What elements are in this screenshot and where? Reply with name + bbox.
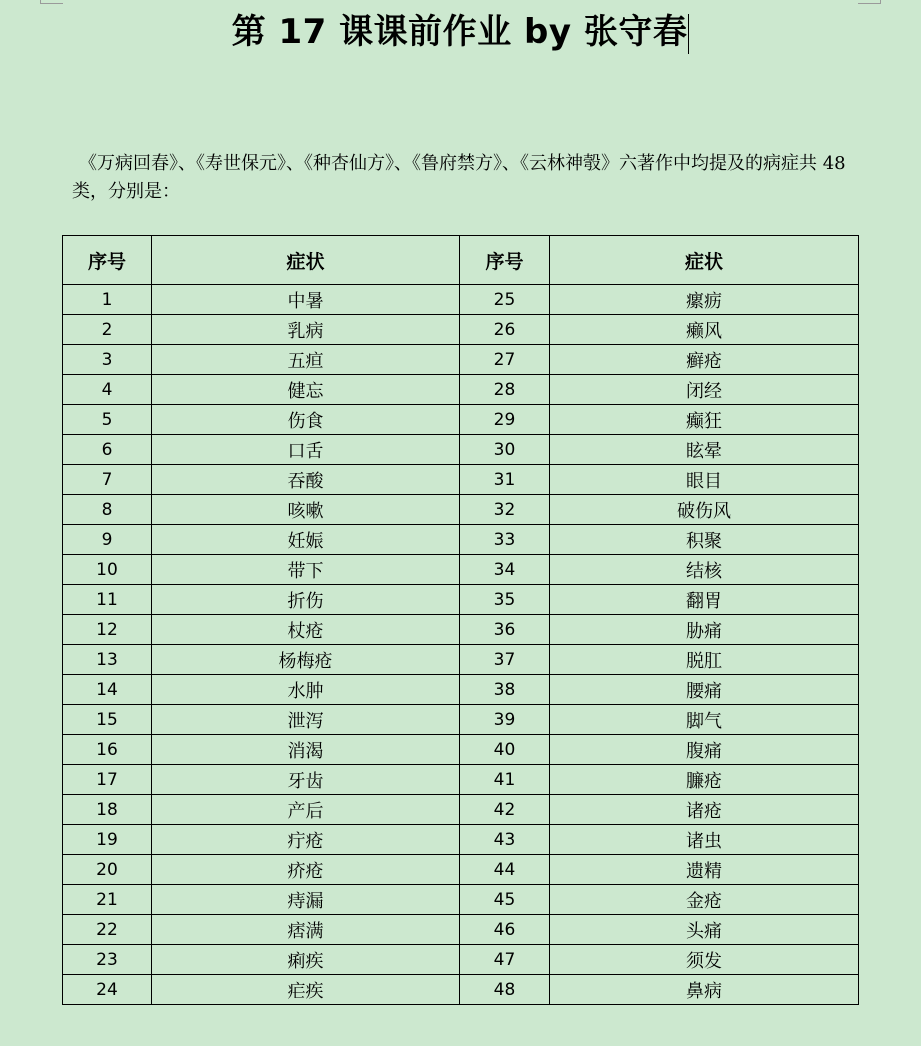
seq-cell-left: 14 <box>63 675 152 705</box>
seq-cell-right: 26 <box>460 315 550 345</box>
seq-cell-right: 29 <box>460 405 550 435</box>
seq-cell-right: 25 <box>460 285 550 315</box>
seq-cell-left: 9 <box>63 525 152 555</box>
seq-cell-left: 6 <box>63 435 152 465</box>
seq-cell-right: 40 <box>460 735 550 765</box>
symptom-cell-right: 鼻病 <box>550 975 859 1005</box>
symptom-cell-right: 诸疮 <box>550 795 859 825</box>
seq-cell-right: 45 <box>460 885 550 915</box>
seq-cell-left: 3 <box>63 345 152 375</box>
seq-cell-right: 48 <box>460 975 550 1005</box>
table-row <box>63 495 859 525</box>
seq-cell-left: 4 <box>63 375 152 405</box>
symptom-cell-left: 疔疮 <box>152 825 460 855</box>
symptom-cell-right: 闭经 <box>550 375 859 405</box>
page-margin-mark-right <box>858 0 881 4</box>
symptom-cell-right: 结核 <box>550 555 859 585</box>
seq-cell-left: 7 <box>63 465 152 495</box>
symptom-cell-right: 破伤风 <box>550 495 859 525</box>
symptom-cell-right: 眼目 <box>550 465 859 495</box>
table-row <box>63 915 859 945</box>
symptom-cell-right: 腹痛 <box>550 735 859 765</box>
symptom-cell-left: 健忘 <box>152 375 460 405</box>
symptom-cell-right: 须发 <box>550 945 859 975</box>
table-row <box>63 285 859 315</box>
seq-cell-left: 22 <box>63 915 152 945</box>
seq-cell-left: 10 <box>63 555 152 585</box>
seq-cell-right: 30 <box>460 435 550 465</box>
symptom-cell-left: 杖疮 <box>152 615 460 645</box>
table-row <box>63 465 859 495</box>
symptom-cell-right: 脱肛 <box>550 645 859 675</box>
seq-cell-left: 1 <box>63 285 152 315</box>
symptom-cell-left: 泄泻 <box>152 705 460 735</box>
table-row <box>63 975 859 1005</box>
seq-cell-left: 2 <box>63 315 152 345</box>
symptom-cell-left: 痔漏 <box>152 885 460 915</box>
symptom-cell-right: 瘰疬 <box>550 285 859 315</box>
symptom-cell-right: 头痛 <box>550 915 859 945</box>
seq-cell-right: 36 <box>460 615 550 645</box>
seq-cell-left: 20 <box>63 855 152 885</box>
symptom-cell-right: 翻胃 <box>550 585 859 615</box>
header-seq-left: 序号 <box>63 236 152 285</box>
table-row <box>63 795 859 825</box>
seq-cell-right: 43 <box>460 825 550 855</box>
table-header-row <box>63 236 859 285</box>
page-margin-mark-left <box>40 0 63 4</box>
symptom-cell-right: 癣疮 <box>550 345 859 375</box>
seq-cell-right: 38 <box>460 675 550 705</box>
title-text: 第 17 课课前作业 by 张守春 <box>231 12 688 52</box>
table-row <box>63 765 859 795</box>
seq-cell-left: 13 <box>63 645 152 675</box>
seq-cell-left: 24 <box>63 975 152 1005</box>
symptom-cell-right: 积聚 <box>550 525 859 555</box>
seq-cell-left: 16 <box>63 735 152 765</box>
seq-cell-right: 46 <box>460 915 550 945</box>
seq-cell-right: 31 <box>460 465 550 495</box>
symptom-cell-left: 中暑 <box>152 285 460 315</box>
seq-cell-left: 5 <box>63 405 152 435</box>
seq-cell-left: 11 <box>63 585 152 615</box>
symptom-cell-left: 带下 <box>152 555 460 585</box>
symptom-cell-left: 消渴 <box>152 735 460 765</box>
symptom-cell-left: 乳病 <box>152 315 460 345</box>
table-row <box>63 315 859 345</box>
symptom-cell-right: 胁痛 <box>550 615 859 645</box>
seq-cell-left: 12 <box>63 615 152 645</box>
symptom-cell-right: 金疮 <box>550 885 859 915</box>
symptom-table <box>62 235 859 1005</box>
symptom-cell-left: 产后 <box>152 795 460 825</box>
symptom-cell-right: 癫狂 <box>550 405 859 435</box>
symptom-cell-left: 疥疮 <box>152 855 460 885</box>
symptom-cell-right: 遗精 <box>550 855 859 885</box>
text-cursor <box>688 14 689 54</box>
table-row <box>63 615 859 645</box>
header-seq-right: 序号 <box>460 236 550 285</box>
symptom-cell-left: 口舌 <box>152 435 460 465</box>
seq-cell-right: 28 <box>460 375 550 405</box>
table-row <box>63 435 859 465</box>
table-row <box>63 855 859 885</box>
seq-cell-left: 19 <box>63 825 152 855</box>
seq-cell-left: 21 <box>63 885 152 915</box>
table-row <box>63 555 859 585</box>
symptom-cell-right: 癞风 <box>550 315 859 345</box>
symptom-cell-left: 痢疾 <box>152 945 460 975</box>
symptom-cell-left: 痞满 <box>152 915 460 945</box>
seq-cell-right: 35 <box>460 585 550 615</box>
header-symptom-left: 症状 <box>152 236 460 285</box>
document-title[interactable] <box>0 10 921 54</box>
seq-cell-left: 8 <box>63 495 152 525</box>
seq-cell-left: 15 <box>63 705 152 735</box>
symptom-cell-right: 臁疮 <box>550 765 859 795</box>
seq-cell-right: 44 <box>460 855 550 885</box>
symptom-cell-left: 水肿 <box>152 675 460 705</box>
table-row <box>63 825 859 855</box>
table-row <box>63 375 859 405</box>
seq-cell-right: 33 <box>460 525 550 555</box>
seq-cell-right: 27 <box>460 345 550 375</box>
symptom-cell-left: 伤食 <box>152 405 460 435</box>
symptom-cell-right: 脚气 <box>550 705 859 735</box>
header-symptom-right: 症状 <box>550 236 859 285</box>
symptom-cell-left: 疟疾 <box>152 975 460 1005</box>
symptom-cell-right: 眩晕 <box>550 435 859 465</box>
seq-cell-right: 32 <box>460 495 550 525</box>
table-row <box>63 705 859 735</box>
symptom-cell-left: 五疸 <box>152 345 460 375</box>
seq-cell-right: 34 <box>460 555 550 585</box>
table-row <box>63 525 859 555</box>
seq-cell-right: 42 <box>460 795 550 825</box>
seq-cell-right: 41 <box>460 765 550 795</box>
seq-cell-right: 37 <box>460 645 550 675</box>
table-row <box>63 945 859 975</box>
table-row <box>63 405 859 435</box>
seq-cell-left: 17 <box>63 765 152 795</box>
table-row <box>63 675 859 705</box>
seq-cell-right: 39 <box>460 705 550 735</box>
symptom-cell-right: 诸虫 <box>550 825 859 855</box>
seq-cell-left: 18 <box>63 795 152 825</box>
seq-cell-right: 47 <box>460 945 550 975</box>
symptom-cell-right: 腰痛 <box>550 675 859 705</box>
symptom-cell-left: 妊娠 <box>152 525 460 555</box>
table-row <box>63 885 859 915</box>
table-row <box>63 345 859 375</box>
table-row <box>63 735 859 765</box>
symptom-cell-left: 杨梅疮 <box>152 645 460 675</box>
intro-paragraph[interactable]: 《万病回春》、《寿世保元》、《种杏仙方》、《鲁府禁方》、《云林神彀》六著作中均提及的病症共 48 类，分别是： <box>72 153 846 202</box>
table-row <box>63 585 859 615</box>
table-row <box>63 645 859 675</box>
seq-cell-left: 23 <box>63 945 152 975</box>
symptom-cell-left: 吞酸 <box>152 465 460 495</box>
symptom-cell-left: 牙齿 <box>152 765 460 795</box>
symptom-cell-left: 折伤 <box>152 585 460 615</box>
symptom-cell-left: 咳嗽 <box>152 495 460 525</box>
